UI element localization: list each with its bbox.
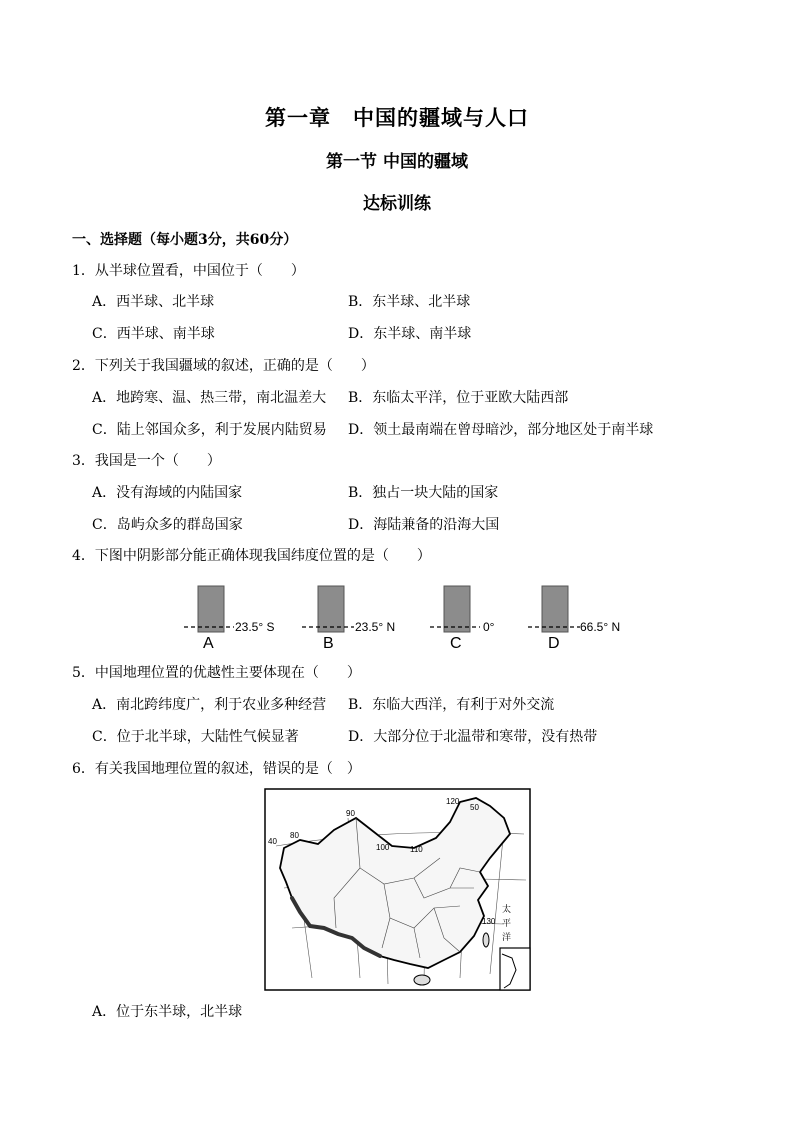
lon-label-80: 80 [290, 831, 299, 840]
q2-option-d[interactable]: D．领土最南端在曾母暗沙，部分地区处于南半球 [348, 422, 654, 438]
figure-letter-d: D [548, 635, 560, 652]
taiwan-island [483, 933, 489, 947]
exercise-subtitle: 达标训练 [363, 194, 431, 214]
latitude-label-a: 23.5° S [235, 620, 275, 634]
lon-label-40: 40 [268, 837, 277, 846]
q3-option-b[interactable]: B．独占一块大陆的国家 [348, 485, 499, 501]
section-title: 第一节 中国的疆域 [326, 152, 468, 172]
question-1-stem: 1．从半球位置看，中国位于（ ） [72, 263, 305, 279]
q2-option-a[interactable]: A．地跨寒、温、热三带，南北温差大 [92, 390, 327, 406]
q5-option-d[interactable]: D．大部分位于北温带和寒带，没有热带 [348, 729, 598, 745]
question-5-stem: 5．中国地理位置的优越性主要体现在（ ） [72, 665, 361, 681]
latitude-option-d[interactable] [528, 586, 620, 652]
q5-option-b[interactable]: B．东临大西洋，有利于对外交流 [348, 697, 555, 713]
latitude-label-d: 66.5° N [580, 620, 621, 634]
q3-option-c[interactable]: C．岛屿众多的群岛国家 [92, 517, 243, 533]
figure-letter-a: A [203, 635, 214, 652]
latitude-option-c[interactable] [430, 586, 495, 652]
question-6-stem: 6．有关我国地理位置的叙述，错误的是（ ） [72, 761, 361, 777]
figure-letter-b: B [323, 635, 334, 652]
china-map-figure [264, 788, 532, 992]
latitude-label-c: 0° [483, 620, 495, 634]
lon-label-130: 130 [482, 917, 496, 926]
shaded-bar-c [444, 586, 470, 632]
lon-label-110: 110 [410, 845, 423, 854]
ocean-char-3: 洋 [502, 932, 512, 942]
shaded-bar-a [198, 586, 224, 632]
latitude-option-b[interactable] [302, 586, 395, 652]
q6-option-a[interactable]: A．位于东半球，北半球 [92, 1004, 243, 1020]
q3-option-d[interactable]: D．海陆兼备的沿海大国 [348, 517, 500, 533]
south-sea-inset [500, 948, 530, 990]
question-2-stem: 2．下列关于我国疆域的叙述，正确的是（ ） [72, 358, 375, 374]
latitude-option-a[interactable] [184, 586, 275, 652]
ocean-char-1: 太 [502, 904, 512, 914]
q1-option-b[interactable]: B．东半球、北半球 [348, 294, 471, 310]
hainan-island [414, 975, 430, 985]
lon-label-100: 100 [376, 843, 390, 852]
question-3-stem: 3．我国是一个（ ） [72, 453, 221, 469]
q1-option-c[interactable]: C．西半球、南半球 [92, 326, 215, 342]
q1-option-a[interactable]: A．西半球、北半球 [92, 294, 215, 310]
latitude-figure [170, 580, 630, 656]
ocean-char-2: 平 [502, 918, 512, 928]
lat-label-50: 50 [470, 803, 479, 812]
q1-option-d[interactable]: D．东半球、南半球 [348, 326, 472, 342]
shaded-bar-d [542, 586, 568, 632]
part-title: 一、选择题（每小题3分，共60分） [72, 232, 298, 248]
q2-option-b[interactable]: B．东临太平洋，位于亚欧大陆西部 [348, 390, 569, 406]
lon-label-120: 120 [446, 797, 460, 806]
q5-option-a[interactable]: A．南北跨纬度广，利于农业多种经营 [92, 697, 327, 713]
latitude-label-b: 23.5° N [355, 620, 396, 634]
q3-option-a[interactable]: A．没有海域的内陆国家 [92, 485, 243, 501]
q2-option-c[interactable]: C．陆上邻国众多，利于发展内陆贸易 [92, 422, 327, 438]
q5-option-c[interactable]: C．位于北半球，大陆性气候显著 [92, 729, 299, 745]
shaded-bar-b [318, 586, 344, 632]
chapter-title: 第一章 中国的疆域与人口 [265, 105, 529, 130]
figure-letter-c: C [450, 635, 462, 652]
question-4-stem: 4．下图中阴影部分能正确体现我国纬度位置的是（ ） [72, 548, 431, 564]
lon-label-90: 90 [346, 809, 355, 818]
